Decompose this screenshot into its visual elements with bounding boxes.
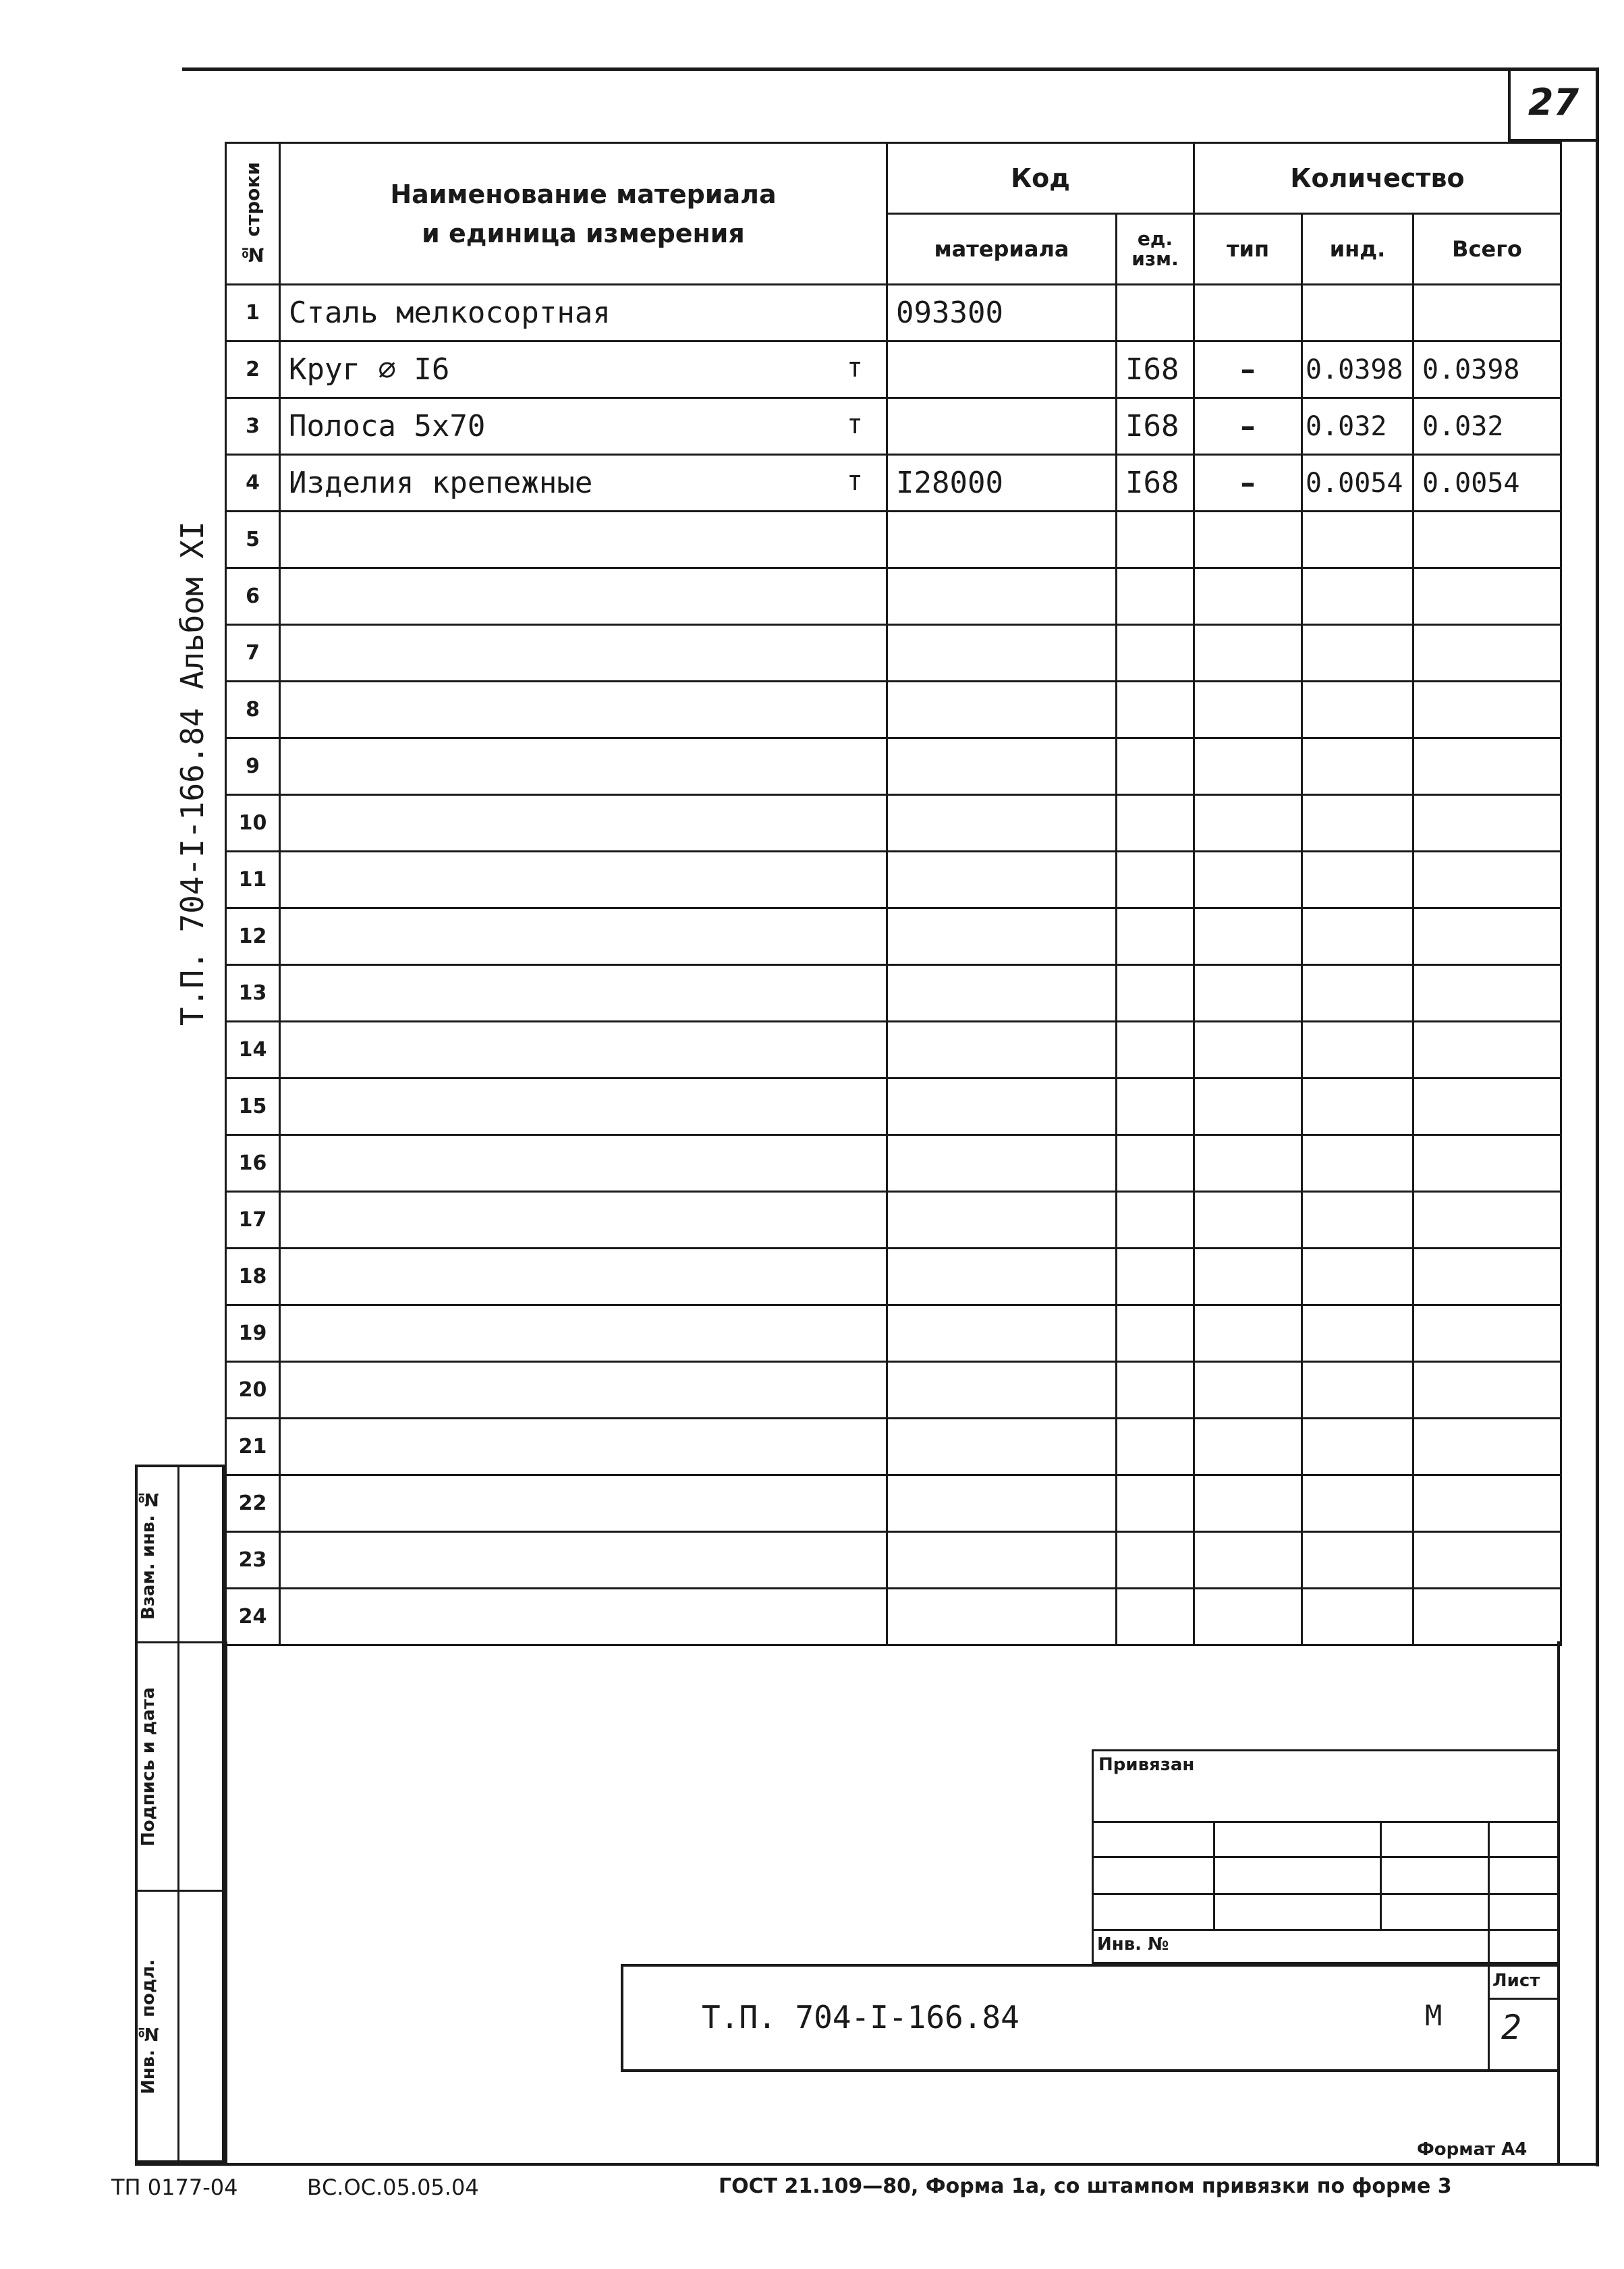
material-name-cell [280,568,887,625]
qty-ind [1302,512,1413,568]
qty-ind [1302,1022,1413,1078]
sheet-hline [1488,1998,1560,2000]
qty-type [1194,512,1302,568]
qty-total [1413,1305,1561,1362]
row-number: 22 [226,1475,280,1532]
material-name-cell [280,1532,887,1589]
unit-code [1117,852,1194,908]
unit-code [1117,682,1194,738]
qty-type [1194,285,1302,341]
material-code [887,1249,1117,1305]
material-code [887,1022,1117,1078]
material-code: I28000 [887,455,1117,512]
material-name-cell [280,512,887,568]
qty-ind [1302,682,1413,738]
format-label: Формат А4 [1417,2139,1528,2160]
header-qty-type: тип [1194,214,1302,285]
material-name-cell [280,1078,887,1135]
qty-ind [1302,1419,1413,1475]
qty-type [1194,568,1302,625]
header-code-unit: ед. изм. [1117,214,1194,285]
unit-code [1117,568,1194,625]
qty-total [1413,1362,1561,1419]
material-code [887,1362,1117,1419]
material-code [887,965,1117,1022]
row-number: 17 [226,1192,280,1249]
material-name-cell [280,1475,887,1532]
qty-type [1194,682,1302,738]
qty-total [1413,1135,1561,1192]
unit-code [1117,1135,1194,1192]
unit-code [1117,512,1194,568]
unit-code [1117,285,1194,341]
header-code-material: материала [887,214,1117,285]
privyazan-vline-2 [1380,1821,1382,1929]
row-number: 16 [226,1135,280,1192]
unit-code [1117,908,1194,965]
qty-type [1194,1362,1302,1419]
bottom-border-line [135,2163,1599,2166]
table-row [226,682,1561,738]
header-code-group: Код [887,143,1194,214]
qty-type [1194,1078,1302,1135]
material-name: Круг ∅ I6 [289,352,450,387]
sheet-number: 2 [1501,2008,1522,2047]
row-number: 6 [226,568,280,625]
row-number: 20 [226,1362,280,1419]
table-row [226,455,1561,512]
qty-total [1413,795,1561,852]
footer-mid-code: ВС.ОС.05.05.04 [307,2175,479,2200]
material-name-cell [280,1249,887,1305]
left-stamp-divider [177,1465,179,2163]
material-name-cell [280,455,887,512]
qty-type [1194,965,1302,1022]
material-code [887,512,1117,568]
row-number: 8 [226,682,280,738]
qty-type [1194,1419,1302,1475]
table-row [226,852,1561,908]
material-code [887,1475,1117,1532]
qty-type [1194,1249,1302,1305]
qty-type [1194,852,1302,908]
row-number: 23 [226,1532,280,1589]
header-name-line2: и единица измерения [422,218,745,248]
podpis-data-label: Подпись и дата [138,1687,159,1847]
material-code [887,682,1117,738]
unit-code [1117,738,1194,795]
material-name-cell [280,738,887,795]
sheet-vline [1488,1964,1490,2072]
material-name-cell [280,852,887,908]
qty-total [1413,1419,1561,1475]
row-number: 4 [226,455,280,512]
unit-code [1117,1475,1194,1532]
table-row [226,1419,1561,1475]
qty-type [1194,1022,1302,1078]
qty-ind [1302,965,1413,1022]
qty-ind [1302,1362,1413,1419]
row-number: 5 [226,512,280,568]
side-title: Т.П. 704-I-166.84 Альбом XI [174,521,211,1026]
inv-podl-label: Инв. № подл. [138,1959,159,2094]
materials-table [225,142,1562,1646]
qty-total [1413,1475,1561,1532]
table-row [226,1532,1561,1589]
qty-type [1194,1305,1302,1362]
row-number: 21 [226,1419,280,1475]
qty-type: – [1194,455,1302,512]
material-code [887,852,1117,908]
row-number: 13 [226,965,280,1022]
qty-type [1194,908,1302,965]
unit-code [1117,1022,1194,1078]
material-name-cell [280,285,887,341]
row-number: 3 [226,398,280,455]
left-stamp-hline-2 [135,1890,225,1892]
row-number: 2 [226,341,280,398]
qty-total [1413,512,1561,568]
qty-type [1194,1192,1302,1249]
material-name-cell [280,1135,887,1192]
table-row [226,1362,1561,1419]
table-row [226,341,1561,398]
material-code [887,1419,1117,1475]
unit-code [1117,1249,1194,1305]
header-qty-ind: инд. [1302,214,1413,285]
material-unit [863,296,886,330]
material-name-cell [280,1419,887,1475]
table-row [226,1475,1561,1532]
left-stamp-hline-1 [135,1641,225,1643]
qty-total [1413,1249,1561,1305]
qty-total: 0.0054 [1413,455,1561,512]
table-row [226,568,1561,625]
unit-code [1117,965,1194,1022]
row-number: 7 [226,625,280,682]
row-number: 19 [226,1305,280,1362]
header-row-number: № строки [242,161,264,266]
header-name-cell [280,143,887,285]
unit-code [1117,1589,1194,1645]
qty-total [1413,908,1561,965]
qty-ind [1302,1532,1413,1589]
qty-ind [1302,625,1413,682]
material-code [887,1192,1117,1249]
vzam-inv-label: Взам. инв. № [138,1488,159,1620]
stage-code: М [1425,1999,1443,2032]
right-border-line [1596,67,1599,2166]
unit-code [1117,1362,1194,1419]
qty-ind [1302,738,1413,795]
qty-total [1413,1078,1561,1135]
material-code [887,568,1117,625]
qty-total [1413,852,1561,908]
unit-code: I68 [1117,341,1194,398]
row-number: 12 [226,908,280,965]
unit-code [1117,625,1194,682]
qty-type [1194,1475,1302,1532]
table-row [226,908,1561,965]
unit-code [1117,795,1194,852]
qty-type: – [1194,341,1302,398]
qty-ind [1302,1305,1413,1362]
header-row-number-cell [226,143,280,285]
material-name-cell [280,1589,887,1645]
material-name-cell [280,908,887,965]
material-code [887,398,1117,455]
qty-ind [1302,1475,1413,1532]
row-number: 15 [226,1078,280,1135]
qty-ind: 0.0398 [1302,341,1413,398]
qty-ind [1302,1192,1413,1249]
qty-total [1413,1589,1561,1645]
unit-code [1117,1078,1194,1135]
qty-type [1194,795,1302,852]
header-quantity-group: Количество [1194,143,1561,214]
material-name-cell [280,398,887,455]
material-code [887,625,1117,682]
qty-total [1413,682,1561,738]
material-name-cell [280,1362,887,1419]
qty-total [1413,965,1561,1022]
row-number: 1 [226,285,280,341]
qty-total [1413,1192,1561,1249]
material-code [887,1305,1117,1362]
qty-total: 0.0398 [1413,341,1561,398]
table-row [226,1305,1561,1362]
qty-ind [1302,852,1413,908]
material-name-cell [280,625,887,682]
qty-type: – [1194,398,1302,455]
qty-total [1413,1022,1561,1078]
qty-ind [1302,795,1413,852]
material-name-cell [280,1305,887,1362]
material-code [887,795,1117,852]
header-name-line1: Наименование материала [390,179,777,209]
row-number: 10 [226,795,280,852]
row-number: 14 [226,1022,280,1078]
material-name-cell [280,341,887,398]
table-row [226,1022,1561,1078]
material-name-cell [280,795,887,852]
unit-code [1117,1305,1194,1362]
unit-code [1117,1419,1194,1475]
qty-total [1413,568,1561,625]
material-name-cell [280,1022,887,1078]
qty-ind [1302,1589,1413,1645]
privyazan-vline-1 [1213,1821,1215,1929]
material-name: Сталь мелкосортная [289,296,611,330]
qty-ind: 0.032 [1302,398,1413,455]
qty-ind [1302,1078,1413,1135]
unit-code: I68 [1117,455,1194,512]
material-code [887,1589,1117,1645]
top-border-line [182,67,1599,71]
qty-ind [1302,1249,1413,1305]
qty-total [1413,285,1561,341]
material-code [887,341,1117,398]
qty-type [1194,1532,1302,1589]
material-unit: т [846,409,863,440]
privyazan-label: Привязан [1098,1755,1195,1775]
footer-left-code: ТП 0177-04 [111,2175,238,2200]
header-qty-total: Всего [1413,214,1561,285]
qty-ind [1302,1135,1413,1192]
qty-ind [1302,908,1413,965]
qty-total [1413,738,1561,795]
table-row [226,1135,1561,1192]
unit-code [1117,1532,1194,1589]
table-row [226,512,1561,568]
table-row [226,1078,1561,1135]
doc-code: Т.П. 704-I-166.84 [702,1999,1019,2035]
page-number: 27 [1528,81,1579,124]
row-number: 11 [226,852,280,908]
table-row [226,625,1561,682]
qty-total [1413,625,1561,682]
qty-type [1194,1589,1302,1645]
unit-code [1117,1192,1194,1249]
table-row [226,1249,1561,1305]
material-name: Изделия крепежные [289,466,593,500]
material-code [887,738,1117,795]
material-code [887,1532,1117,1589]
row-number: 24 [226,1589,280,1645]
table-row [226,1589,1561,1645]
material-unit: т [846,352,863,383]
privyazan-vline-3 [1488,1821,1490,1964]
material-name-cell [280,1192,887,1249]
material-code [887,908,1117,965]
sheet-label: Лист [1492,1971,1540,1991]
row-number: 9 [226,738,280,795]
table-row [226,738,1561,795]
material-code [887,1078,1117,1135]
qty-ind [1302,568,1413,625]
material-name: Полоса 5x70 [289,409,486,443]
inv-no-label: Инв. № [1097,1934,1169,1954]
material-unit: т [846,466,863,497]
table-row [226,795,1561,852]
row-number: 18 [226,1249,280,1305]
material-code [887,1135,1117,1192]
qty-type [1194,738,1302,795]
table-row [226,285,1561,341]
qty-total [1413,1532,1561,1589]
material-code: 093300 [887,285,1117,341]
table-row [226,965,1561,1022]
table-row [226,398,1561,455]
table-row [226,1192,1561,1249]
qty-ind: 0.0054 [1302,455,1413,512]
material-name-cell [280,965,887,1022]
qty-type [1194,625,1302,682]
footer-gost: ГОСТ 21.109—80, Форма 1а, со штампом привязки по форме 3 [719,2175,1452,2198]
qty-total: 0.032 [1413,398,1561,455]
unit-code: I68 [1117,398,1194,455]
material-name-cell [280,682,887,738]
qty-type [1194,1135,1302,1192]
qty-ind [1302,285,1413,341]
